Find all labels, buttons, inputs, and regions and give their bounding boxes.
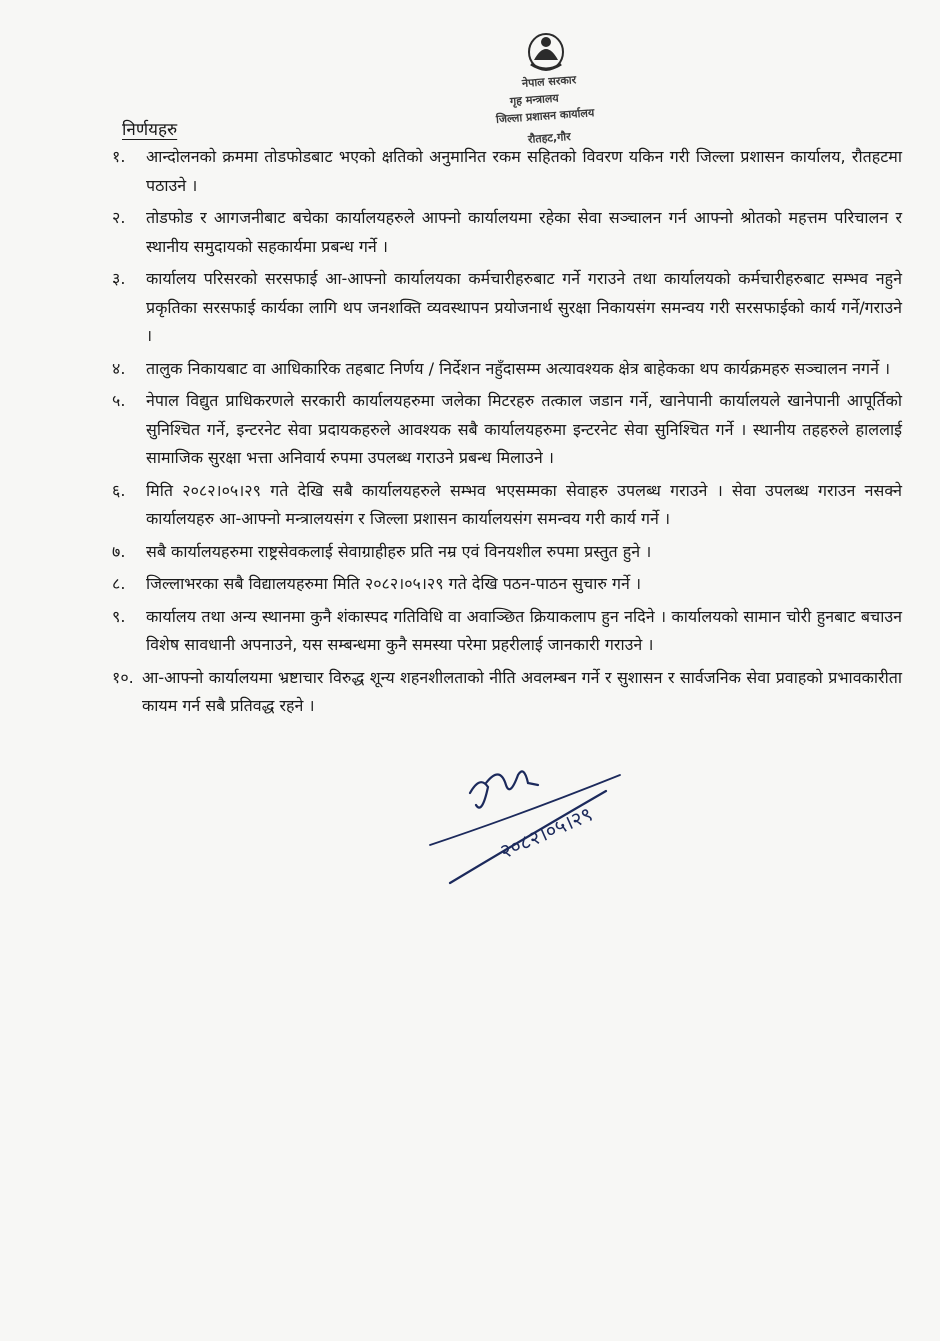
list-item (112, 355, 902, 384)
stamp-line-2: गृह मन्त्रालय (509, 91, 560, 108)
item-number: २. (112, 208, 126, 227)
item-text: कार्यालय परिसरको सरसफाई आ-आफ्नो कार्यालयका कर्मचारीहरुबाट गर्ने गराउने तथा कार्यालयको कर्मचारीहरुबाट सम्भव नहुने प्रकृतिका सरसफाई कार्यका लागि थप जनशक्ति व्यवस्थापन प्रयोजनार्थ सुरक्षा निकायसंग समन्वय गरी सरसफाईको कार्य गर्ने/गराउने । (146, 269, 902, 345)
item-text: जिल्लाभरका सबै विद्यालयहरुमा मिति २०८२।०५।२९ गते देखि पठन-पाठन सुचारु गर्ने । (146, 574, 642, 593)
item-number: १०. (112, 667, 134, 687)
list-item (112, 538, 902, 567)
page-title: निर्णयहरु (122, 120, 178, 140)
signature-date: २०८२।०५।२९ (496, 801, 596, 864)
office-stamp (488, 30, 628, 155)
list-item (112, 664, 902, 721)
item-number: ३. (112, 269, 126, 288)
item-text: नेपाल विद्युत प्राधिकरणले सरकारी कार्यालयहरुमा जलेका मिटरहरु तत्काल जडान गर्ने, खानेपानी कार्यालयले खानेपानी आपूर्तिको सुनिश्चित गर्ने, इन्टरनेट सेवा प्रदायकहरुले आवश्यक सबै कार्यालयहरुमा इन्टरनेट सेवा सुनिश्चित गर्ने । स्थानीय तहहरुले हाललाई सामाजिक सुरक्षा भत्ता अनिवार्य रुपमा उपलब्ध गराउने प्रबन्ध मिलाउने । (146, 391, 902, 467)
item-number: ७. (112, 541, 126, 561)
item-text: आन्दोलनको क्रममा तोडफोडबाट भएको क्षतिको अनुमानित रकम सहितको विवरण यकिन गरी जिल्ला प्रशासन कार्यालय, रौतहटमा पठाउने । (146, 147, 902, 195)
item-text: मिति २०८२।०५।२९ गते देखि सबै कार्यालयहरुले सम्भव भएसम्मका सेवाहरु उपलब्ध गराउने । सेवा उपलब्ध गराउन नसक्ने कार्यालयहरु आ-आफ्नो मन्त्रालयसंग र जिल्ला प्रशासन कार्यालयसंग समन्वय गरी कार्य गर्ने । (146, 480, 902, 528)
stamp-line-3: जिल्ला प्रशासन कार्यालय (495, 106, 595, 126)
item-number: १. (112, 147, 126, 166)
item-text: आ-आफ्नो कार्यालयमा भ्रष्टाचार विरुद्ध शून्य शहनशीलताको नीति अवलम्बन गर्ने र सुशासन र सार्वजनिक सेवा प्रवाहको प्रभावकारीता कायम गर्न सबै प्रतिवद्ध रहने । (142, 667, 902, 715)
item-number: ४. (112, 358, 126, 378)
list-item (112, 143, 902, 200)
item-number: ८. (112, 574, 126, 593)
item-text: कार्यालय तथा अन्य स्थानमा कुनै शंकास्पद गतिविधि वा अवाञ्छित क्रियाकलाप हुन नदिने । कार्यालयको सामान चोरी हुनबाट बचाउन विशेष सावधानी अपनाउने, यस सम्बन्धमा कुनै समस्या परेमा प्रहरीलाई जानकारी गराउने । (146, 606, 902, 654)
list-item (112, 387, 902, 473)
item-number: ९. (112, 606, 126, 626)
item-text: तालुक निकायबाट वा आधिकारिक तहबाट निर्णय / निर्देशन नहुँदासम्म अत्यावश्यक क्षेत्र बाहेकका थप कार्यक्रमहरु सञ्चालन नगर्ने । (146, 358, 891, 378)
item-text: सबै कार्यालयहरुमा राष्ट्रसेवकलाई सेवाग्राहीहरु प्रति नम्र एवं विनयशील रुपमा प्रस्तुत हुने । (146, 541, 652, 561)
list-item (112, 477, 902, 534)
stamp-line-1: नेपाल सरकार (521, 73, 577, 90)
list-item (112, 570, 902, 599)
list-item (112, 204, 902, 261)
item-text: तोडफोड र आगजनीबाट बचेका कार्यालयहरुले आफ्नो कार्यालयमा रहेका सेवा सञ्चालन गर्न आफ्नो श्रोतको महत्तम परिचालन र स्थानीय समुदायको सहकार्यमा प्रबन्ध गर्ने । (146, 208, 902, 256)
signature (410, 735, 650, 895)
emblem-icon (526, 30, 566, 75)
item-number: ६. (112, 480, 126, 500)
item-number: ५. (112, 391, 126, 410)
list-item (112, 265, 902, 351)
decision-list (112, 143, 902, 725)
list-item (112, 603, 902, 660)
stamp-line-4: रौतहट,गौर (527, 130, 572, 146)
